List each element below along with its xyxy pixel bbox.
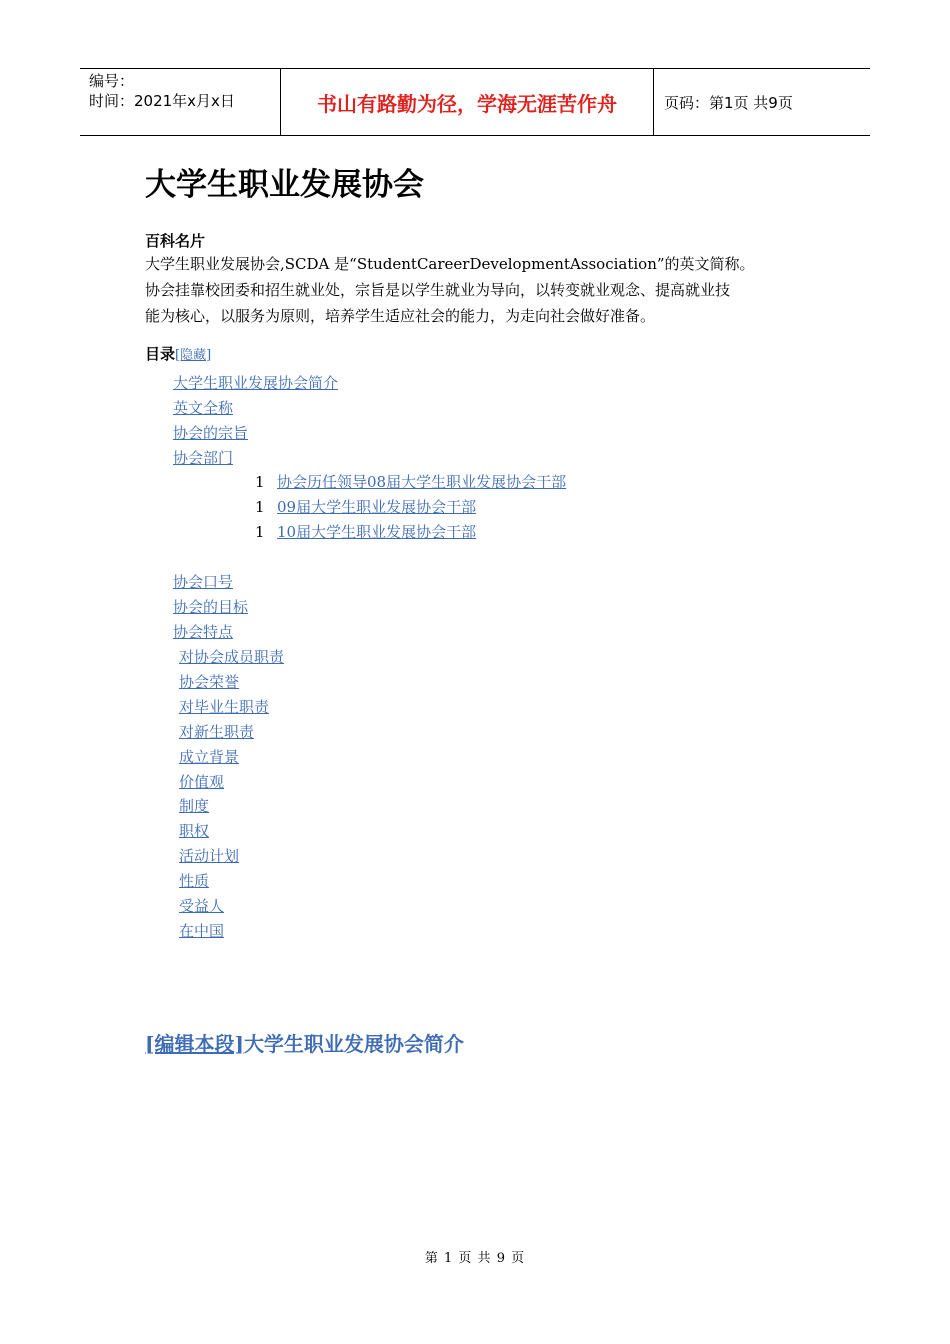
toc-item	[173, 621, 233, 643]
toc-link[interactable]: 对毕业生职责	[179, 698, 270, 716]
toc-link[interactable]: 受益人	[179, 897, 225, 915]
header-meta	[80, 69, 281, 135]
page-footer: 第 1 页 共 9 页	[424, 1251, 526, 1266]
page-title: 大学生职业发展协会	[145, 167, 424, 203]
toc-item	[145, 646, 284, 668]
toc-sub-number: 1	[255, 498, 265, 516]
toc-item	[145, 820, 209, 842]
toc-heading	[145, 343, 211, 364]
toc-item	[173, 447, 233, 469]
toc-link[interactable]: 性质	[179, 872, 210, 890]
toc-sub-number: 1	[255, 523, 265, 541]
section-heading	[145, 1028, 464, 1057]
header-motto: 书山有路勤为径，学海无涯苦作舟	[281, 69, 654, 135]
toc-link[interactable]: 对新生职责	[179, 723, 255, 741]
page-header	[80, 68, 870, 136]
doc-number-label: 编号：	[89, 72, 135, 90]
toc-link[interactable]: 协会荣誉	[179, 673, 240, 691]
toc-link[interactable]: 职权	[179, 822, 210, 840]
toc-item	[173, 596, 248, 618]
toc-link[interactable]: 协会的目标	[173, 598, 249, 616]
toc-title: 目录	[145, 345, 176, 363]
card-heading: 百科名片	[145, 232, 206, 250]
toc-link[interactable]: 成立背景	[179, 748, 240, 766]
toc-link[interactable]: 对协会成员职责	[179, 648, 285, 666]
toc-item	[145, 795, 209, 817]
toc-subitem	[255, 496, 476, 518]
toc-item	[145, 870, 209, 892]
toc-item	[173, 422, 248, 444]
intro-paragraph	[145, 251, 815, 329]
toc-link[interactable]: 协会的宗旨	[173, 424, 249, 442]
toc-link[interactable]: 在中国	[179, 922, 225, 940]
toc-link[interactable]: 价值观	[179, 773, 225, 791]
toc-link[interactable]: 协会部门	[173, 449, 234, 467]
toc-link[interactable]: 09届大学生职业发展协会干部	[277, 498, 477, 516]
toc-item	[145, 920, 224, 942]
toc-item	[173, 397, 233, 419]
toc-item	[145, 696, 269, 718]
toc-link[interactable]: 协会特点	[173, 623, 234, 641]
toc-sub-number: 1	[255, 473, 265, 491]
toc-item	[145, 721, 254, 743]
intro-line: 协会挂靠校团委和招生就业处，宗旨是以学生就业为导向，以转变就业观念、提高就业技	[145, 281, 731, 299]
doc-time-label: 时间：2021年x月x日	[89, 92, 235, 110]
intro-line: 大学生职业发展协会,SCDA 是“StudentCareerDevelopmentAssociation”的英文简称。	[145, 255, 755, 273]
toc-link[interactable]: 活动计划	[179, 847, 240, 865]
toc-link[interactable]: 10届大学生职业发展协会干部	[277, 523, 477, 541]
toc-item	[173, 372, 338, 394]
toc-item	[145, 771, 224, 793]
toc-item	[145, 845, 239, 867]
toc-link[interactable]: 协会历任领导08届大学生职业发展协会干部	[277, 473, 567, 491]
toc-hide-link[interactable]: [隐藏]	[175, 348, 212, 363]
toc-link[interactable]: 大学生职业发展协会简介	[173, 374, 339, 392]
section-title: 大学生职业发展协会简介	[243, 1032, 464, 1056]
header-page-label: 页码：第1页 共9页	[664, 93, 793, 112]
toc-item	[145, 895, 224, 917]
toc-link[interactable]: 英文全称	[173, 399, 234, 417]
toc-subitem	[255, 471, 566, 493]
toc-link[interactable]: 协会口号	[173, 573, 234, 591]
edit-section-link[interactable]: [编辑本段]	[145, 1032, 244, 1056]
toc-item	[145, 746, 239, 768]
toc-item	[173, 571, 233, 593]
intro-line: 能为核心，以服务为原则，培养学生适应社会的能力，为走向社会做好准备。	[145, 307, 656, 325]
toc-link[interactable]: 制度	[179, 797, 210, 815]
toc-subitem	[255, 521, 476, 543]
toc-item	[145, 671, 239, 693]
